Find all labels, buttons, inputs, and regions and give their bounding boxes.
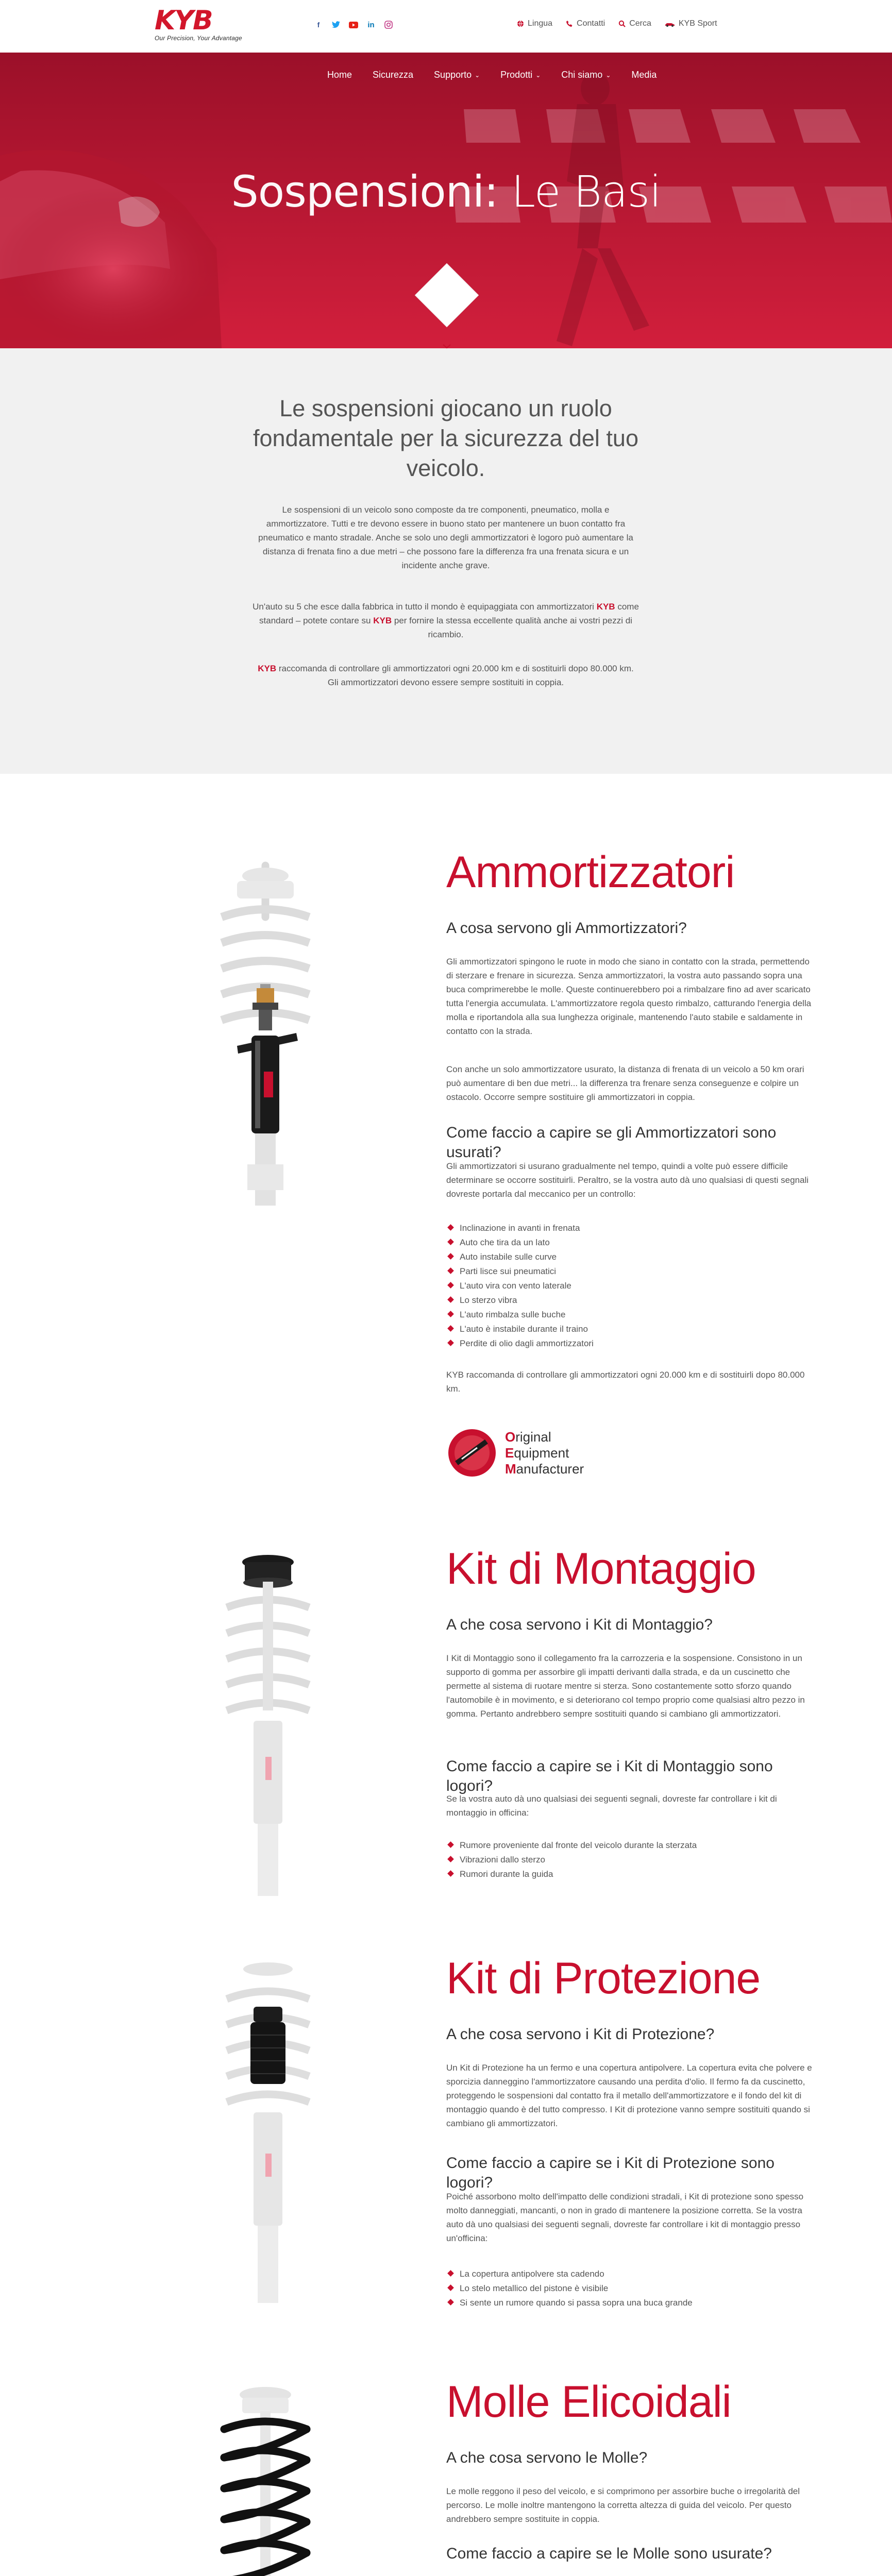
chevron-down-icon xyxy=(439,338,455,354)
list-item: Rumore proveniente dal fronte del veicolo durante la sterzata xyxy=(446,1838,817,1852)
list-item: Inclinazione in avanti in frenata xyxy=(446,1221,817,1235)
intro-heading: Le sospensioni giocano un ruolo fondamentale per la sicurezza del tuo veicolo. xyxy=(253,395,638,481)
ammortizzatori-question-2: Come faccio a capire se gli Ammortizzatori sono usurati? xyxy=(446,1124,777,1161)
ammortizzatori-paragraph-2: Con anche un solo ammortizzatore usurato, la distanza di frenata di un veicolo a 50 km orari può aumentare di ben due metri... la differenza tra frenare senza conseguenze e colpire un ostacolo. Occorre sempre sostituire gli ammortizzatori in coppia. xyxy=(446,1064,804,1102)
ammortizzatori-paragraph-1: Gli ammortizzatori spingono le ruote in modo che siano in contatto con la strada, permettendo di sterzare e frenare in sicurezza. Senza ammortizzatori, la vostra auto passando sopra una buca comprimerebbe le molle. Queste continuerebbero poi a rimbalzare fino ad aver scaricato tutta l'energia accumulata. L'ammortizzatore regola questo rimbalzo, catturando l'energia della molla e riportandola alla sua lunghezza originale, mantenendo l'auto stabile e saldamente in contatto con la strada. xyxy=(446,957,812,1036)
montaggio-signs-list xyxy=(446,1838,817,1882)
nav-supporto[interactable] xyxy=(434,70,480,80)
list-item: L'auto rimbalza sulle buche xyxy=(446,1308,817,1321)
kyb-brand-text: KYB xyxy=(596,602,615,612)
youtube-icon[interactable] xyxy=(348,20,359,30)
kyb-sport-label: KYB Sport xyxy=(678,19,717,28)
oem-word-manufacturer: anufacturer xyxy=(516,1461,584,1477)
oem-word-equipment: quipment xyxy=(514,1445,569,1461)
list-item: Auto che tira da un lato xyxy=(446,1235,817,1249)
intro-p2-part-a: Un'auto su 5 che esce dalla fabbrica in tutto il mondo è equipaggiata con ammortizzatori xyxy=(253,602,594,612)
montaggio-title: Kit di Montaggio xyxy=(446,1544,756,1594)
contacts-label: Contatti xyxy=(577,19,605,28)
list-item: Auto instabile sulle curve xyxy=(446,1250,817,1264)
search-label: Cerca xyxy=(629,19,651,28)
nav-media-label: Media xyxy=(631,70,657,80)
coil-spring-image xyxy=(211,2380,319,2576)
list-item: La copertura antipolvere sta cadendo xyxy=(446,2267,817,2281)
shock-absorber-image xyxy=(206,855,325,1226)
molle-question-2: Come faccio a capire se le Molle sono usurate? xyxy=(446,2545,772,2562)
linkedin-icon[interactable]: in xyxy=(367,20,375,29)
nav-media[interactable] xyxy=(631,70,657,80)
nav-prodotti-label: Prodotti xyxy=(500,70,533,80)
globe-icon xyxy=(517,20,524,27)
montaggio-paragraph-1: I Kit di Montaggio sono il collegamento fra la carrozzeria e la sospensione. Consistono in un supporto di gomma per assorbire gli impatti derivanti dalla strada, e da un cuscinetto che permette al sistema di ruotare mentre si sterza. Sono costantemente sotto sforzo quando l'automobile è in movimento, e si deteriorano col tempo proprio come qualsiasi altro pezzo in gomma. Pertanto andrebbero sempre sostituiti quando si cambiano gli ammortizzatori. xyxy=(446,1653,805,1719)
molle-question-1: A che cosa servono le Molle? xyxy=(446,2449,648,2466)
nav-sicurezza[interactable] xyxy=(373,70,413,80)
top-header xyxy=(0,0,892,53)
mounting-kit-image xyxy=(216,1551,319,1906)
protection-kit-image xyxy=(216,1958,319,2313)
protezione-signs-list xyxy=(446,2267,817,2310)
oem-label xyxy=(505,1429,584,1477)
nav-home-label: Home xyxy=(327,70,352,80)
oem-disc-icon xyxy=(446,1427,498,1479)
nav-supporto-label: Supporto xyxy=(434,70,472,80)
list-item: Parti lisce sui pneumatici xyxy=(446,1264,817,1278)
protezione-question-2: Come faccio a capire se i Kit di Protezione sono logori? xyxy=(446,2155,775,2191)
logo-mark: KYB xyxy=(155,5,212,36)
instagram-icon[interactable] xyxy=(383,20,394,30)
nav-home[interactable] xyxy=(327,70,352,80)
search-icon xyxy=(618,20,626,27)
nav-chi-siamo[interactable] xyxy=(561,70,611,80)
intro-section xyxy=(0,348,892,774)
twitter-icon[interactable] xyxy=(331,20,341,30)
page-title-light: Le Basi xyxy=(511,166,661,217)
protezione-paragraph-2: Poiché assorbono molto dell'impatto delle condizioni stradali, i Kit di protezione sono spesso molto danneggiati, mancanti, o non in grado di mantenere la posizione corretta. Se la vostra auto dà uno qualsiasi dei seguenti segnali, dovreste far controllare i kit di montaggio presso un'officina: xyxy=(446,2192,804,2243)
intro-p2-part-b: come standard – potete contare su xyxy=(259,602,639,625)
language-label: Lingua xyxy=(528,19,553,28)
kyb-brand-text: KYB xyxy=(373,616,392,625)
logo-tagline: Our Precision, Your Advantage xyxy=(155,35,242,42)
list-item: Si sente un rumore quando si passa sopra una buca grande xyxy=(446,2296,817,2310)
intro-paragraph-2 xyxy=(253,600,639,641)
page-title xyxy=(0,166,892,217)
facebook-icon[interactable]: f xyxy=(317,21,320,29)
montaggio-paragraph-2: Se la vostra auto dà uno qualsiasi dei seguenti segnali, dovreste far controllare i kit di montaggio in officina: xyxy=(446,1794,777,1818)
montaggio-question-1: A che cosa servono i Kit di Montaggio? xyxy=(446,1616,713,1633)
ammortizzatori-paragraph-3: Gli ammortizzatori si usurano gradualmente nel tempo, quindi a volte può essere difficile determinare se occorre sostituirli. Peraltro, se la vostra auto dà uno qualsiasi di questi segnali dovreste portarla dal meccanico per un controllo: xyxy=(446,1161,809,1199)
list-item: Vibrazioni dallo sterzo xyxy=(446,1853,817,1867)
protezione-title: Kit di Protezione xyxy=(446,1954,761,2003)
page-title-strong: Sospensioni: xyxy=(231,166,498,217)
race-car-icon xyxy=(665,20,675,27)
chevron-down-icon: ⌄ xyxy=(605,71,611,79)
chevron-down-icon: ⌄ xyxy=(475,71,480,79)
ammortizzatori-paragraph-4: KYB raccomanda di controllare gli ammortizzatori ogni 20.000 km e di sostituirli dopo 80.000 km. xyxy=(446,1370,805,1394)
social-links xyxy=(313,20,394,30)
oem-word-original: riginal xyxy=(515,1429,551,1445)
oem-badge xyxy=(446,1425,611,1481)
list-item: Rumori durante la guida xyxy=(446,1867,817,1881)
intro-p2-part-c: per fornire la stessa eccellente qualità anche ai vostri pezzi di ricambio. xyxy=(394,616,632,639)
utility-nav xyxy=(517,19,717,28)
list-item: Lo stelo metallico del pistone è visibile xyxy=(446,2281,817,2295)
list-item: Perdite di olio dagli ammortizzatori xyxy=(446,1336,817,1350)
protezione-question-1: A che cosa servono i Kit di Protezione? xyxy=(446,2026,715,2043)
kyb-sport-link[interactable] xyxy=(665,19,717,28)
kyb-logo[interactable] xyxy=(155,7,263,42)
list-item: Lo sterzo vibra xyxy=(446,1293,817,1307)
main-nav xyxy=(327,70,657,80)
contacts-link[interactable] xyxy=(566,19,605,28)
intro-p3-text: raccomanda di controllare gli ammortizzatori ogni 20.000 km e di sostituirli dopo 80.000 km. Gli ammortizzatori devono essere sempre sostituiti in coppia. xyxy=(278,664,634,687)
protezione-paragraph-1: Un Kit di Protezione ha un fermo e una copertura antipolvere. La copertura evita che polvere e sporcizia danneggino l'ammortizzatore causando una perdita d'olio. Il fermo fa da cuscinetto, proteggendo le sospensioni dal contatto fra il metallo dell'ammortizzatore e il fondo del kit di montaggio quando è del tutto compresso. I Kit di protezione vanno sempre sostituiti quando si cambiano gli ammortizzatori. xyxy=(446,2063,812,2128)
phone-icon xyxy=(566,20,573,27)
oem-letter-e: E xyxy=(505,1445,514,1461)
kyb-brand-text: KYB xyxy=(258,664,277,673)
ammortizzatori-signs-list xyxy=(446,1221,817,1351)
nav-chi-siamo-label: Chi siamo xyxy=(561,70,603,80)
nav-prodotti[interactable] xyxy=(500,70,541,80)
nav-sicurezza-label: Sicurezza xyxy=(373,70,414,80)
molle-title: Molle Elicoidali xyxy=(446,2377,731,2427)
montaggio-question-2: Come faccio a capire se i Kit di Montaggio sono logori? xyxy=(446,1758,773,1794)
list-item: L'auto vira con vento laterale xyxy=(446,1279,817,1293)
oem-letter-o: O xyxy=(505,1429,516,1445)
ammortizzatori-question-1: A cosa servono gli Ammortizzatori? xyxy=(446,920,687,937)
language-link[interactable] xyxy=(517,19,552,28)
ammortizzatori-title: Ammortizzatori xyxy=(446,848,735,897)
chevron-down-icon: ⌄ xyxy=(535,71,541,79)
molle-paragraph-1: Le molle reggono il peso del veicolo, e si comprimono per assorbire buche o irregolarità del percorso. Le molle inoltre mantengono la corretta altezza di guida del veicolo. Per questo andrebbero sempre sostituite in coppia. xyxy=(446,2486,800,2524)
search-link[interactable] xyxy=(618,19,651,28)
oem-letter-m: M xyxy=(505,1461,516,1477)
list-item: L'auto è instabile durante il traino xyxy=(446,1322,817,1336)
intro-paragraph-1: Le sospensioni di un veicolo sono composte da tre componenti, pneumatico, molla e ammortizzatore. Tutti e tre devono essere in buono stato per mantenere un buon contatto fra pneumatico e manto stradale. Anche se solo uno degli ammortizzatori è logoro può aumentare la distanza di frenata fino a due metri – che possono fare la differenza fra una frenata sicura e un incidente anche grave. xyxy=(258,505,633,570)
intro-paragraph-3 xyxy=(253,662,639,689)
